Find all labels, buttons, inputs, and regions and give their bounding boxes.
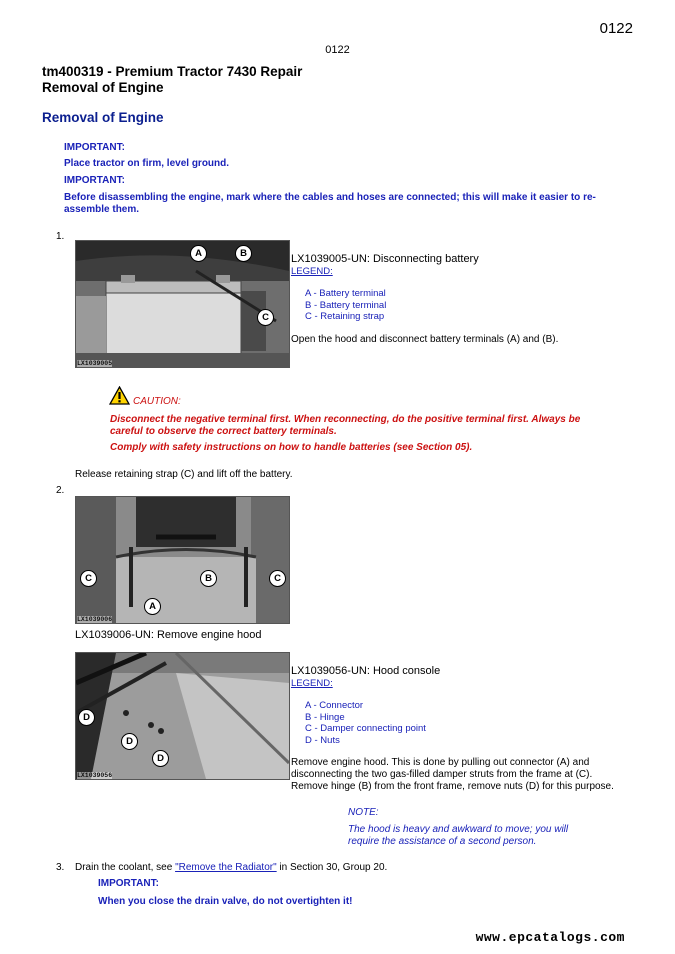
legend-list-2 <box>305 700 426 746</box>
important-text-2-line2: assemble them. <box>64 204 140 215</box>
figure-caption-3: LX1039056-UN: Hood console <box>291 665 441 677</box>
legend-label-2: LEGEND: <box>291 678 333 689</box>
instruction-2-line3: Remove hinge (B) from the front frame, remove nuts (D) for this purpose. <box>291 781 614 792</box>
battery-photo <box>75 240 290 368</box>
document-title-line2: Removal of Engine <box>42 80 164 95</box>
callout-a: A <box>144 598 161 615</box>
release-instruction: Release retaining strap (C) and lift off the battery. <box>75 469 293 480</box>
step-3-text <box>75 862 387 874</box>
page-number-center: 0122 <box>325 44 350 56</box>
hood-console-photo <box>75 652 290 780</box>
legend-item: B - Hinge <box>305 711 345 723</box>
document-title-line1: tm400319 - Premium Tractor 7430 Repair <box>42 64 303 79</box>
note-text <box>348 824 568 848</box>
important-text-2-line1: Before disassembling the engine, mark where the cables and hoses are connected; this will make it easier to re- <box>64 192 596 203</box>
instruction-2-line2: disconnecting the two gas-filled damper struts from the frame at (C). <box>291 769 593 780</box>
legend-item: C - Retaining strap <box>305 311 385 322</box>
instruction-2 <box>291 757 631 793</box>
important-label-1: IMPORTANT: <box>64 142 125 153</box>
hood-console-photo-image <box>76 653 289 779</box>
photo-code: LX1039005 <box>77 360 113 367</box>
callout-c: C <box>257 309 274 326</box>
legend-label-1: LEGEND: <box>291 266 333 277</box>
caution-label: CAUTION: <box>133 396 181 407</box>
note-label: NOTE: <box>348 807 379 818</box>
step-number-2: 2. <box>56 485 65 496</box>
caution-text <box>110 414 610 438</box>
page-number: 0122 <box>599 20 633 37</box>
instruction-1: Open the hood and disconnect battery terminals (A) and (B). <box>291 334 559 345</box>
photo-code: LX1039056 <box>77 772 113 779</box>
figure-caption-1: LX1039005-UN: Disconnecting battery <box>291 253 479 265</box>
caution-line-3: Comply with safety instructions on how to handle batteries (see Section 05). <box>110 442 473 453</box>
engine-hood-photo-image <box>76 497 289 623</box>
watermark: www.epcatalogs.com <box>475 930 625 945</box>
callout-b: B <box>235 245 252 262</box>
callout-d-right: D <box>152 750 169 767</box>
battery-photo-image <box>76 241 289 367</box>
legend-item: B - Battery terminal <box>305 299 387 311</box>
caution-line-1: Disconnect the negative terminal first. When reconnecting, do the positive terminal first. Always be <box>110 414 581 425</box>
legend-item: C - Damper connecting point <box>305 723 426 734</box>
callout-c-right: C <box>269 570 286 587</box>
legend-item: A - Connector <box>305 700 364 711</box>
legend-item: D - Nuts <box>305 734 340 746</box>
engine-hood-photo <box>75 496 290 624</box>
remove-radiator-link[interactable]: "Remove the Radiator" <box>175 862 277 873</box>
instruction-2-line1: Remove engine hood. This is done by pulling out connector (A) and <box>291 757 590 768</box>
section-title: Removal of Engine <box>42 110 164 125</box>
important-text-2 <box>64 192 624 216</box>
legend-list-1 <box>305 288 386 323</box>
callout-d-left: D <box>78 709 95 726</box>
callout-a: A <box>190 245 207 262</box>
step-3-text-before: Drain the coolant, see <box>75 862 176 873</box>
figure-caption-2: LX1039006-UN: Remove engine hood <box>75 629 262 641</box>
important-label-2: IMPORTANT: <box>64 175 125 186</box>
callout-c-left: C <box>80 570 97 587</box>
important-text-1: Place tractor on firm, level ground. <box>64 158 230 169</box>
step-3-text-after: in Section 30, Group 20. <box>276 862 388 873</box>
step-number-3: 3. <box>56 862 65 873</box>
callout-d-middle: D <box>121 733 138 750</box>
important-text-3: When you close the drain valve, do not overtighten it! <box>98 896 353 907</box>
caution-line-2: careful to observe the correct battery terminals. <box>110 426 337 437</box>
note-line-2: require the assistance of a second person. <box>348 836 537 847</box>
legend-item: A - Battery terminal <box>305 288 386 299</box>
callout-b: B <box>200 570 217 587</box>
note-line-1: The hood is heavy and awkward to move; you will <box>348 824 569 835</box>
photo-code: LX1039006 <box>77 616 113 623</box>
document-title <box>42 64 302 96</box>
important-label-3: IMPORTANT: <box>98 878 159 889</box>
step-number-1: 1. <box>56 231 65 242</box>
warning-triangle-icon <box>109 386 130 410</box>
